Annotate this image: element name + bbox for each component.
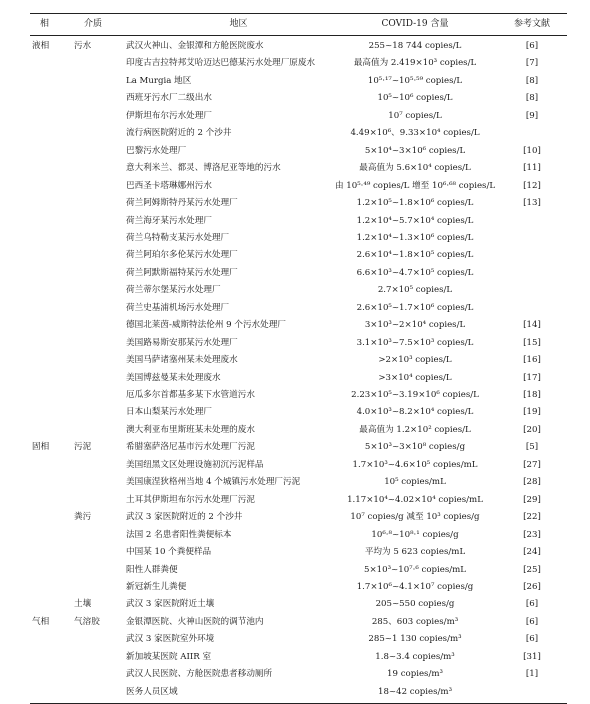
- table-row: [30, 666, 567, 684]
- row-content: 18~42 copies/m³: [377, 686, 453, 697]
- row-region: La Murgia 地区: [126, 75, 192, 86]
- header-region: 地区: [229, 19, 248, 29]
- table-row: [30, 370, 567, 388]
- row-content: 10⁷ copies/g 减至 10³ copies/g: [350, 512, 480, 523]
- table-row: [30, 649, 567, 667]
- table-row: [30, 90, 567, 108]
- row-content: 2.7×10⁵ copies/L: [377, 285, 453, 296]
- row-content: 最高值为 5.6×10⁴ copies/L: [359, 163, 471, 174]
- row-content: 285、603 copies/m³: [371, 616, 459, 627]
- row-content: 4.49×10⁶、9.33×10⁴ copies/L: [350, 128, 480, 139]
- table-row: [30, 335, 567, 353]
- header-content: COVID-19 含量: [381, 19, 449, 29]
- row-region: 荷兰蒂尔堡某污水处理厂: [126, 285, 221, 296]
- row-phase: 液相: [32, 41, 50, 51]
- row-region: 印度古吉拉特邦艾哈迈达巴德某污水处理厂原废水: [126, 58, 316, 69]
- row-ref: [16]: [523, 355, 541, 366]
- table-row: [30, 352, 567, 370]
- row-content: 6.6×10³~4.7×10⁵ copies/L: [356, 267, 474, 278]
- row-region: 澳大利亚布里斯班某未处理的废水: [126, 424, 255, 435]
- row-ref: [20]: [523, 424, 541, 435]
- row-ref: [6]: [525, 634, 539, 645]
- row-content: >3×10⁴ copies/L: [378, 372, 452, 383]
- row-region: 日本山梨某污水处理厂: [126, 407, 212, 418]
- row-region: 美国马萨诸塞州某未处理废水: [126, 355, 238, 366]
- row-medium: 气溶胶: [74, 616, 100, 627]
- table-row: [30, 579, 567, 597]
- row-content: 5×10⁴~3×10⁶ copies/L: [364, 145, 466, 156]
- table-row: [30, 317, 567, 335]
- header-refs: 参考文献: [513, 19, 550, 29]
- table-row: [30, 230, 567, 248]
- row-content: 19 copies/m³: [387, 669, 443, 680]
- row-medium: 污泥: [74, 442, 92, 453]
- row-region: 新冠新生儿粪便: [126, 581, 187, 592]
- table-row: [30, 562, 567, 580]
- row-region: 荷兰乌特勒支某污水处理厂: [126, 232, 230, 243]
- row-region: 武汉 3 家医院附近的 2 个沙井: [126, 512, 243, 523]
- table-row: [30, 213, 567, 231]
- table-row: [30, 596, 567, 614]
- row-medium: 粪污: [74, 512, 92, 523]
- row-medium: 污水: [74, 41, 92, 51]
- row-ref: [24]: [523, 547, 541, 558]
- table-row: [30, 544, 567, 562]
- row-region: 医务人员区域: [126, 686, 178, 697]
- row-region: 荷兰史基浦机场污水处理厂: [126, 302, 230, 313]
- row-content: 285~1 130 copies/m³: [368, 634, 462, 645]
- table-row: [30, 474, 567, 492]
- row-region: 美国纽黑文区处理设施初沉污泥样品: [126, 459, 264, 470]
- row-region: 德国北莱茵-威斯特法伦州 9 个污水处理厂: [126, 320, 286, 331]
- row-content: 10⁶·⁸~10⁸·¹ copies/g: [371, 529, 459, 540]
- row-phase: 固相: [32, 442, 50, 453]
- row-content: 1.17×10⁴~4.02×10⁴ copies/mL: [347, 494, 483, 505]
- table-row: [30, 492, 567, 510]
- row-content: 平均为 5 623 copies/mL: [364, 547, 466, 558]
- row-content: 1.7×10⁶~4.1×10⁷ copies/g: [356, 581, 474, 592]
- table-row: [30, 73, 567, 91]
- row-ref: [15]: [523, 337, 541, 348]
- row-region: 美国康涅狄格州当地 4 个城镇污水处理厂污泥: [126, 477, 301, 488]
- row-ref: [29]: [523, 494, 541, 505]
- row-ref: [8]: [525, 93, 539, 104]
- row-ref: [1]: [525, 669, 539, 680]
- table-row: [30, 439, 567, 457]
- table-row: [30, 527, 567, 545]
- row-content: 2.6×10⁵~1.7×10⁶ copies/L: [356, 302, 474, 313]
- row-content: 2.6×10⁴~1.8×10⁵ copies/L: [356, 250, 474, 261]
- row-ref: [18]: [523, 390, 541, 400]
- row-content: 255~18 744 copies/L: [368, 41, 462, 51]
- row-ref: [14]: [523, 320, 541, 331]
- row-ref: [27]: [523, 459, 541, 470]
- table-row: [30, 108, 567, 126]
- row-ref: [13]: [523, 198, 541, 209]
- row-region: 金银潭医院、火神山医院的调节池内: [126, 616, 264, 627]
- row-ref: [10]: [523, 145, 541, 156]
- row-region: 武汉 3 家医院室外环境: [126, 634, 215, 645]
- table-row: [30, 509, 567, 527]
- row-content: 2.23×10⁵~3.19×10⁶ copies/L: [351, 390, 479, 400]
- row-content: 205~550 copies/g: [375, 599, 455, 610]
- row-content: 1.8~3.4 copies/m³: [375, 651, 455, 662]
- row-content: 5×10³~10⁷·⁶ copies/mL: [363, 564, 467, 575]
- row-region: 巴西圣卡塔琳娜州污水: [126, 180, 212, 191]
- table-row: [30, 300, 567, 318]
- row-region: 美国路易斯安那某污水处理厂: [126, 337, 238, 348]
- row-ref: [17]: [523, 372, 541, 383]
- row-content: 由 10⁵·⁴⁹ copies/L 增至 10⁶·⁶⁸ copies/L: [334, 180, 496, 191]
- table-row: [30, 614, 567, 632]
- table-row: [30, 631, 567, 649]
- row-ref: [8]: [525, 75, 539, 86]
- table-row: [30, 178, 567, 196]
- row-ref: [12]: [523, 180, 541, 191]
- row-region: 伊斯坦布尔污水处理厂: [126, 110, 212, 121]
- row-ref: [22]: [523, 512, 541, 523]
- table-row: [30, 247, 567, 265]
- row-region: 新加坡某医院 AIIR 室: [126, 651, 212, 662]
- row-content: 1.2×10⁴~1.3×10⁶ copies/L: [356, 232, 474, 243]
- row-ref: [9]: [525, 110, 539, 121]
- row-content: 3×10³~2×10⁴ copies/L: [364, 320, 466, 331]
- table-row: [30, 160, 567, 178]
- table-row: [30, 387, 567, 405]
- table-row: [30, 55, 567, 73]
- table-row: [30, 422, 567, 440]
- row-ref: [6]: [525, 616, 539, 627]
- row-region: 巴黎污水处理厂: [126, 145, 187, 156]
- row-region: 武汉 3 家医院附近土壤: [126, 599, 215, 610]
- table-row: [30, 125, 567, 143]
- table-row: [30, 457, 567, 475]
- row-ref: [11]: [523, 163, 541, 174]
- row-content: 10⁷ copies/L: [388, 110, 442, 121]
- row-content: 1.7×10³~4.6×10⁵ copies/mL: [352, 459, 478, 470]
- row-region: 荷兰阿默斯福特某污水处理厂: [126, 267, 238, 278]
- row-region: 荷兰阿姆斯特丹某污水处理厂: [126, 198, 238, 209]
- row-region: 阳性人群粪便: [126, 564, 178, 575]
- row-ref: [6]: [525, 41, 539, 51]
- row-content: 10⁵·¹⁷~10⁵·⁵⁹ copies/L: [367, 75, 463, 86]
- table-row: [30, 265, 567, 283]
- row-content: 5×10³~3×10⁸ copies/g: [364, 442, 466, 453]
- row-content: 最高值为 2.419×10³ copies/L: [353, 58, 477, 69]
- row-ref: [19]: [523, 407, 541, 418]
- row-region: 希腊塞萨洛尼基市污水处理厂污泥: [126, 442, 255, 453]
- table-row: [30, 143, 567, 161]
- table-row: [30, 684, 567, 702]
- row-region: 武汉火神山、金银潭和方舱医院废水: [126, 41, 264, 51]
- table-row: [30, 282, 567, 300]
- table-row: [30, 404, 567, 422]
- row-ref: [23]: [523, 529, 541, 540]
- row-ref: [31]: [523, 651, 541, 662]
- row-content: 1.2×10⁴~5.7×10⁴ copies/L: [356, 215, 474, 226]
- row-region: 法国 2 名患者阳性粪便标本: [126, 529, 232, 540]
- header-medium: 介质: [84, 19, 103, 29]
- row-content: 3.1×10³~7.5×10³ copies/L: [356, 337, 474, 348]
- row-ref: [28]: [523, 477, 541, 488]
- row-region: 武汉人民医院、方舱医院患者移动厕所: [126, 669, 273, 680]
- row-region: 中国某 10 个粪便样品: [126, 547, 212, 558]
- row-content: 4.0×10³~8.2×10⁴ copies/L: [356, 407, 474, 418]
- row-ref: [7]: [525, 58, 539, 69]
- row-region: 荷兰海牙某污水处理厂: [126, 215, 212, 226]
- row-region: 意大利米兰、都灵、博洛尼亚等地的污水: [126, 163, 281, 174]
- row-content: 1.2×10⁵~1.8×10⁶ copies/L: [356, 198, 474, 209]
- row-ref: [25]: [523, 564, 541, 575]
- row-region: 土耳其伊斯坦布尔污水处理厂污泥: [126, 494, 255, 505]
- row-region: 厄瓜多尔首都基多某下水管道污水: [126, 390, 255, 400]
- row-content: >2×10³ copies/L: [378, 355, 452, 366]
- row-phase: 气相: [32, 616, 50, 627]
- header-rule: [30, 35, 567, 36]
- row-ref: [26]: [523, 581, 541, 592]
- row-region: 西班牙污水厂二级出水: [126, 93, 212, 104]
- row-region: 流行病医院附近的 2 个沙井: [126, 128, 232, 139]
- row-region: 美国博兹曼某未处理废水: [126, 372, 221, 383]
- row-medium: 土壤: [74, 599, 92, 610]
- header-phase: 相: [40, 19, 50, 29]
- row-content: 最高值为 1.2×10² copies/L: [359, 424, 471, 435]
- row-content: 10⁵~10⁶ copies/L: [377, 93, 453, 104]
- table-row: [30, 38, 567, 56]
- row-content: 10⁵ copies/mL: [384, 477, 446, 488]
- table-row: [30, 195, 567, 213]
- row-ref: [6]: [525, 599, 539, 610]
- row-region: 荷兰阿珀尔多伦某污水处理厂: [126, 250, 238, 261]
- row-ref: [5]: [525, 442, 539, 453]
